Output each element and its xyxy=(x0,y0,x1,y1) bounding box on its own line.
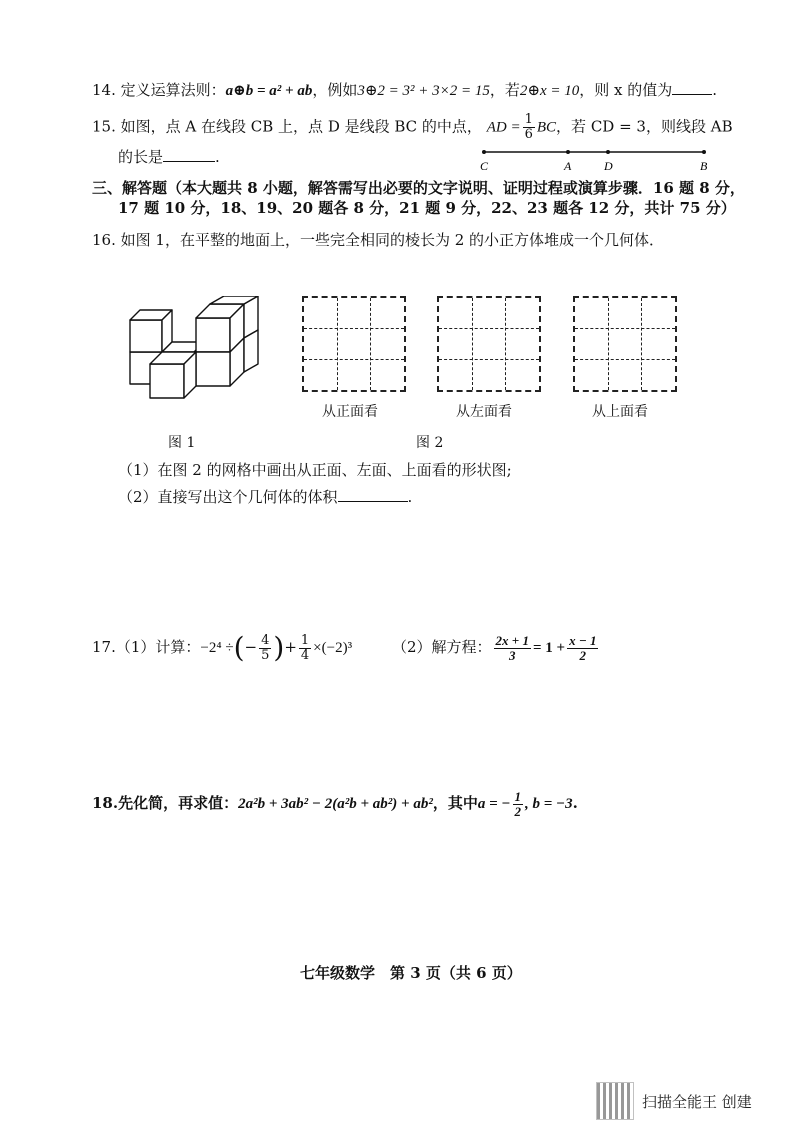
grid-front-view[interactable] xyxy=(302,296,406,392)
question-16-part-2: （2）直接写出这个几何体的体积 . xyxy=(118,488,413,506)
question-15-line2: 的长是 . xyxy=(118,148,220,166)
label-b: B xyxy=(700,159,708,173)
point-a xyxy=(566,150,570,154)
question-16-part-1: （1）在图 2 的网格中画出从正面、左面、上面看的形状图; xyxy=(118,461,512,479)
grid-top-view[interactable] xyxy=(573,296,677,392)
figure-1-cubes xyxy=(126,296,276,406)
point-c xyxy=(482,150,486,154)
question-15: 15. 如图，点 A 在线段 CB 上，点 D 是线段 BC 的中点， AD = $\frac{1}{6}$ BC，若 CD = 3，则线段 AB xyxy=(92,112,733,142)
fraction: $\frac{4}{5}$ xyxy=(261,632,270,663)
question-number: 15. xyxy=(92,117,116,136)
page-footer: 七年级数学 第 3 页（共 6 页） xyxy=(300,964,522,982)
cube-right-bottom xyxy=(196,352,230,386)
fraction: $\frac{x - 1}{2}$ xyxy=(569,632,597,663)
label-a: A xyxy=(564,159,572,173)
label-left-view: 从左面看 xyxy=(456,404,512,420)
figure-2-caption: 图 2 xyxy=(416,435,444,451)
figure-1-caption: 图 1 xyxy=(168,435,196,451)
fraction: $\frac{1}{4}$ xyxy=(300,632,310,663)
label-c: C xyxy=(480,159,489,173)
grid-left-view[interactable] xyxy=(437,296,541,392)
point-d xyxy=(606,150,610,154)
question-17-part-2: （2）解方程： $\frac{2x + 1}{3}$ = 1 + $\frac{x - 1}{2}$ xyxy=(392,632,597,663)
question-number: 18. xyxy=(92,794,119,812)
question-number: 16. xyxy=(92,231,116,249)
point-b xyxy=(702,150,706,154)
question-14: 14. 定义运算法则：a⊕b = a² + ab，例如3⊕2 = 3² + 3×2 = 15，若2⊕x = 10，则 x 的值为 . xyxy=(92,81,718,99)
fraction: $\frac{1}{6}$ xyxy=(524,112,533,142)
label-top-view: 从上面看 xyxy=(592,404,648,420)
fraction: $\frac{1}{2}$ xyxy=(514,788,521,819)
segment-diagram xyxy=(476,144,716,174)
label-d: D xyxy=(604,159,613,173)
question-number: 14. xyxy=(92,81,116,99)
label-front-view: 从正面看 xyxy=(322,404,378,420)
question-17: 17.（1）计算：−2⁴ ÷(− $\frac{4}{5}$ )+ $\frac{1}{4}$ ×(−2)³ xyxy=(92,631,353,664)
section-3-heading-line2: 17 题 10 分，18、19、20 题各 8 分，21 题 9 分，22、23 题各 12 分，共计 75 分） xyxy=(118,199,736,217)
section-3-heading: 三、解答题（本大题共 8 小题，解答需写出必要的文字说明、证明过程或演算步骤．16 题 8 分， xyxy=(92,179,745,197)
qr-logo-icon xyxy=(596,1082,634,1120)
fraction: $\frac{2x + 1}{3}$ xyxy=(495,632,529,663)
cube-front xyxy=(150,352,196,398)
question-number: 17. xyxy=(92,638,116,656)
answer-blank[interactable] xyxy=(338,487,408,502)
bleed-through-text xyxy=(120,270,132,287)
question-16: 16. 如图 1，在平整的地面上，一些完全相同的棱长为 2 的小正方体堆成一个几何体． xyxy=(92,231,665,249)
scanner-watermark: 扫描全能王 创建 xyxy=(596,1082,752,1120)
answer-blank[interactable] xyxy=(163,147,215,162)
answer-blank[interactable] xyxy=(672,80,712,95)
cube-left-top xyxy=(130,310,172,352)
question-18: 18.先化简，再求值：2a²b + 3ab² − 2(a²b + ab²) + ab²，其中a = − $\frac{1}{2}$ , b = −3. xyxy=(92,788,578,819)
